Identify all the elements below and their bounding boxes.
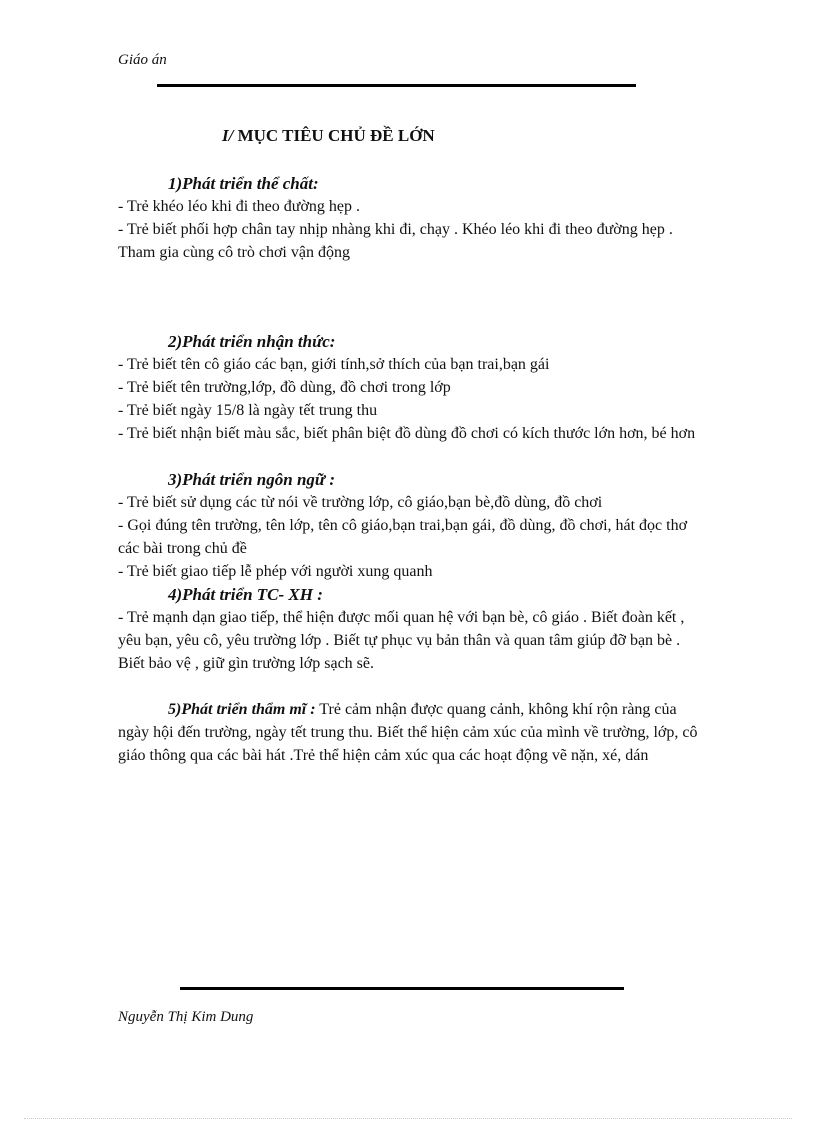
paragraph-text: Trẻ cảm nhận được quang cảnh, không khí rộn ràng của ngày hội đến trường, ngày tết trung thu. Biết thể hiện cảm xúc của mình về trường, lớp, cô giáo thông qua các bài hát .Trẻ thể hiện cảm xúc qua các hoạt động vẽ nặn, xé, dán — [118, 701, 698, 764]
header-label: Giáo án — [118, 52, 167, 68]
paragraph-line: - Trẻ mạnh dạn giao tiếp, thể hiện được mối quan hệ với bạn bè, cô giáo . Biết đoàn kết , yêu bạn, yêu cô, yêu trường lớp . Biết tự phục vụ bản thân và quan tâm giúp đỡ bạn bè . Biết bảo vệ , giữ gìn trường lớp sạch sẽ. — [118, 609, 685, 672]
document-body — [118, 172, 698, 767]
section-heading-physical: 1)Phát triển thể chất: — [168, 174, 319, 193]
paragraph-line: - Trẻ biết phối hợp chân tay nhịp nhàng khi đi, chạy . Khéo léo khi đi theo đường hẹp . Tham gia cùng cô trò chơi vận động — [118, 221, 673, 261]
paragraph-line: - Gọi đúng tên trường, tên lớp, tên cô giáo,bạn trai,bạn gái, đồ dùng, đồ chơi, hát đọc thơ các bài trong chủ đề — [118, 517, 688, 557]
paragraph-line: - Trẻ biết giao tiếp lễ phép với người xung quanh — [118, 563, 433, 580]
section-heading-cognitive: 2)Phát triển nhận thức: — [168, 332, 336, 351]
paragraph-line: - Trẻ biết tên cô giáo các bạn, giới tính,sở thích của bạn trai,bạn gái — [118, 356, 550, 373]
title-text: MỤC TIÊU CHỦ ĐỀ LỚN — [237, 126, 435, 145]
page-edge — [24, 1118, 792, 1119]
footer-divider — [180, 987, 624, 990]
paragraph-line: - Trẻ biết sử dụng các từ nói về trường lớp, cô giáo,bạn bè,đồ dùng, đồ chơi — [118, 494, 603, 511]
title-number: I/ — [222, 126, 234, 145]
paragraph-line: - Trẻ biết tên trường,lớp, đồ dùng, đồ chơi trong lớp — [118, 379, 451, 396]
section-heading-language: 3)Phát triển ngôn ngữ : — [168, 470, 335, 489]
header-divider — [157, 84, 636, 87]
paragraph-line: - Trẻ khéo léo khi đi theo đường hẹp . — [118, 198, 360, 215]
paragraph-line: - Trẻ biết nhận biết màu sắc, biết phân biệt đồ dùng đồ chơi có kích thước lớn hơn, bé hơn — [118, 425, 696, 442]
section-heading-aesthetic: 5)Phát triển thẩm mĩ : — [168, 701, 316, 718]
footer-author: Nguyễn Thị Kim Dung — [118, 1009, 254, 1025]
page-title — [222, 126, 435, 146]
section-heading-social: 4)Phát triển TC- XH : — [168, 585, 323, 604]
section-aesthetic — [118, 698, 698, 767]
paragraph-line: - Trẻ biết ngày 15/8 là ngày tết trung thu — [118, 402, 378, 419]
